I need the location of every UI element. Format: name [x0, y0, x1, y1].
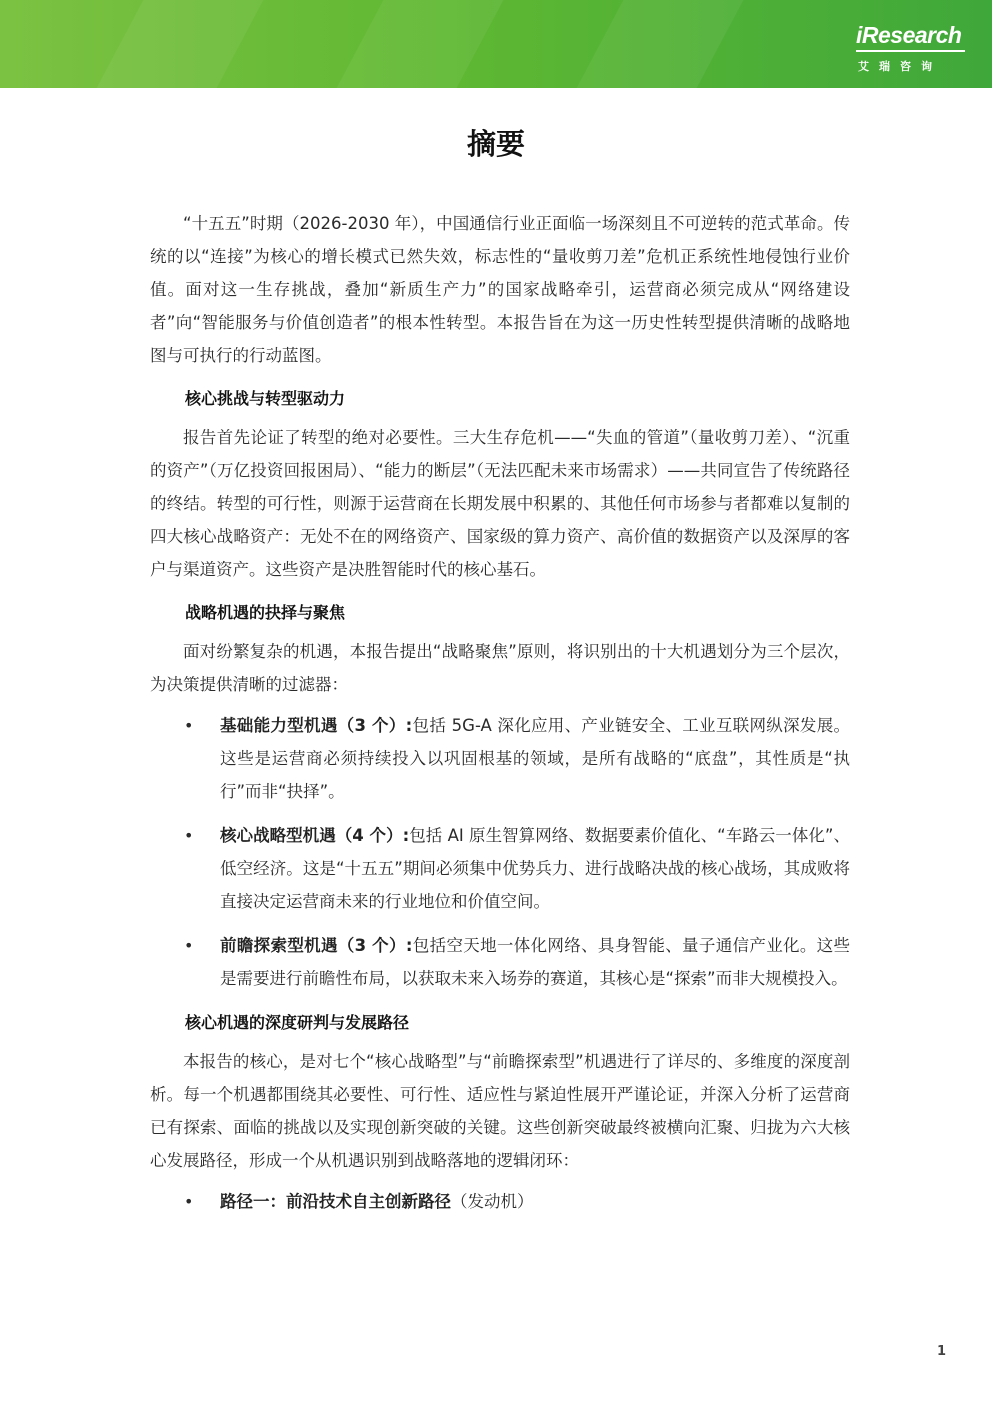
bullet-icon: •	[184, 936, 194, 955]
list-item	[150, 709, 850, 808]
bullet-icon: •	[184, 826, 194, 845]
bullet-icon: •	[184, 1192, 194, 1211]
section-paragraph: 本报告的核心，是对七个“核心战略型”与“前瞻探索型”机遇进行了详尽的、多维度的深度剖析。每一个机遇都围绕其必要性、可行性、适应性与紧迫性展开严谨论证，并深入分析了运营商已有探索、面临的挑战以及实现创新突破的关键。这些创新突破最终被横向汇聚、归拢为六大核心发展路径，形成一个从机遇识别到战略落地的逻辑闭环：	[150, 1052, 850, 1170]
bullet-label: 核心战略型机遇（4 个）:	[220, 826, 410, 845]
header-stripe	[577, 0, 744, 88]
logo-subtext: 艾瑞咨询	[858, 60, 942, 73]
opportunity-list	[150, 709, 850, 995]
header-stripe	[97, 0, 264, 88]
section-paragraph: 报告首先论证了转型的绝对必要性。三大生存危机——“失血的管道”（量收剪刀差）、“沉重的资产”（万亿投资回报困局）、“能力的断层”（无法匹配未来市场需求）——共同宣告了传统路径的终结。转型的可行性，则源于运营商在长期发展中积累的、其他任何市场参与者都难以复制的四大核心战略资产：无处不在的网络资产、国家级的算力资产、高价值的数据资产以及深厚的客户与渠道资产。这些资产是决胜智能时代的核心基石。	[150, 428, 850, 579]
header-band	[0, 0, 992, 88]
path-list	[150, 1185, 850, 1218]
bullet-text: 包括空天地一体化网络、具身智能、量子通信产业化。这些是需要进行前瞻性布局，以获取未来入场券的赛道，其核心是“探索”而非大规模投入。	[220, 936, 851, 988]
iresearch-logo	[856, 18, 966, 76]
bullet-label: 前瞻探索型机遇（3 个）:	[220, 936, 413, 955]
section-paragraph: 面对纷繁复杂的机遇，本报告提出“战略聚焦”原则，将识别出的十大机遇划分为三个层次，为决策提供清晰的过滤器：	[150, 642, 850, 694]
list-item	[150, 1185, 850, 1218]
section-heading: 战略机遇的抉择与聚焦	[185, 603, 346, 622]
intro-paragraph: “十五五”时期（2026-2030 年），中国通信行业正面临一场深刻且不可逆转的范式革命。传统的以“连接”为核心的增长模式已然失效，标志性的“量收剪刀差”危机正系统性地侵蚀行业价值。面对这一生存挑战，叠加“新质生产力”的国家战略牵引，运营商必须完成从“网络建设者”向“智能服务与价值创造者”的根本性转型。本报告旨在为这一历史性转型提供清晰的战略地图与可执行的行动蓝图。	[150, 214, 850, 365]
section-heading: 核心机遇的深度研判与发展路径	[185, 1013, 410, 1032]
bullet-label: 基础能力型机遇（3 个）:	[220, 716, 413, 735]
bullet-icon: •	[184, 716, 194, 735]
page-number: 1	[936, 1344, 946, 1359]
page-title: 摘要	[466, 127, 525, 161]
header-stripe	[337, 0, 504, 88]
section-heading: 核心挑战与转型驱动力	[185, 389, 346, 408]
bullet-label: 路径一：前沿技术自主创新路径	[220, 1192, 451, 1211]
bullet-text: 包括 5G-A 深化应用、产业链安全、工业互联网纵深发展。这些是运营商必须持续投入以巩固根基的领域，是所有战略的“底盘”，其性质是“执行”而非“抉择”。	[220, 716, 851, 801]
logo-text: iResearch	[856, 22, 965, 52]
bullet-text: （发动机）	[451, 1192, 534, 1211]
bullet-text: 包括 AI 原生智算网络、数据要素价值化、“车路云一体化”、低空经济。这是“十五五”期间必须集中优势兵力、进行战略决战的核心战场，其成败将直接决定运营商未来的行业地位和价值空间。	[220, 826, 850, 911]
list-item	[150, 929, 850, 995]
document-body	[150, 207, 850, 1229]
list-item	[150, 819, 850, 918]
